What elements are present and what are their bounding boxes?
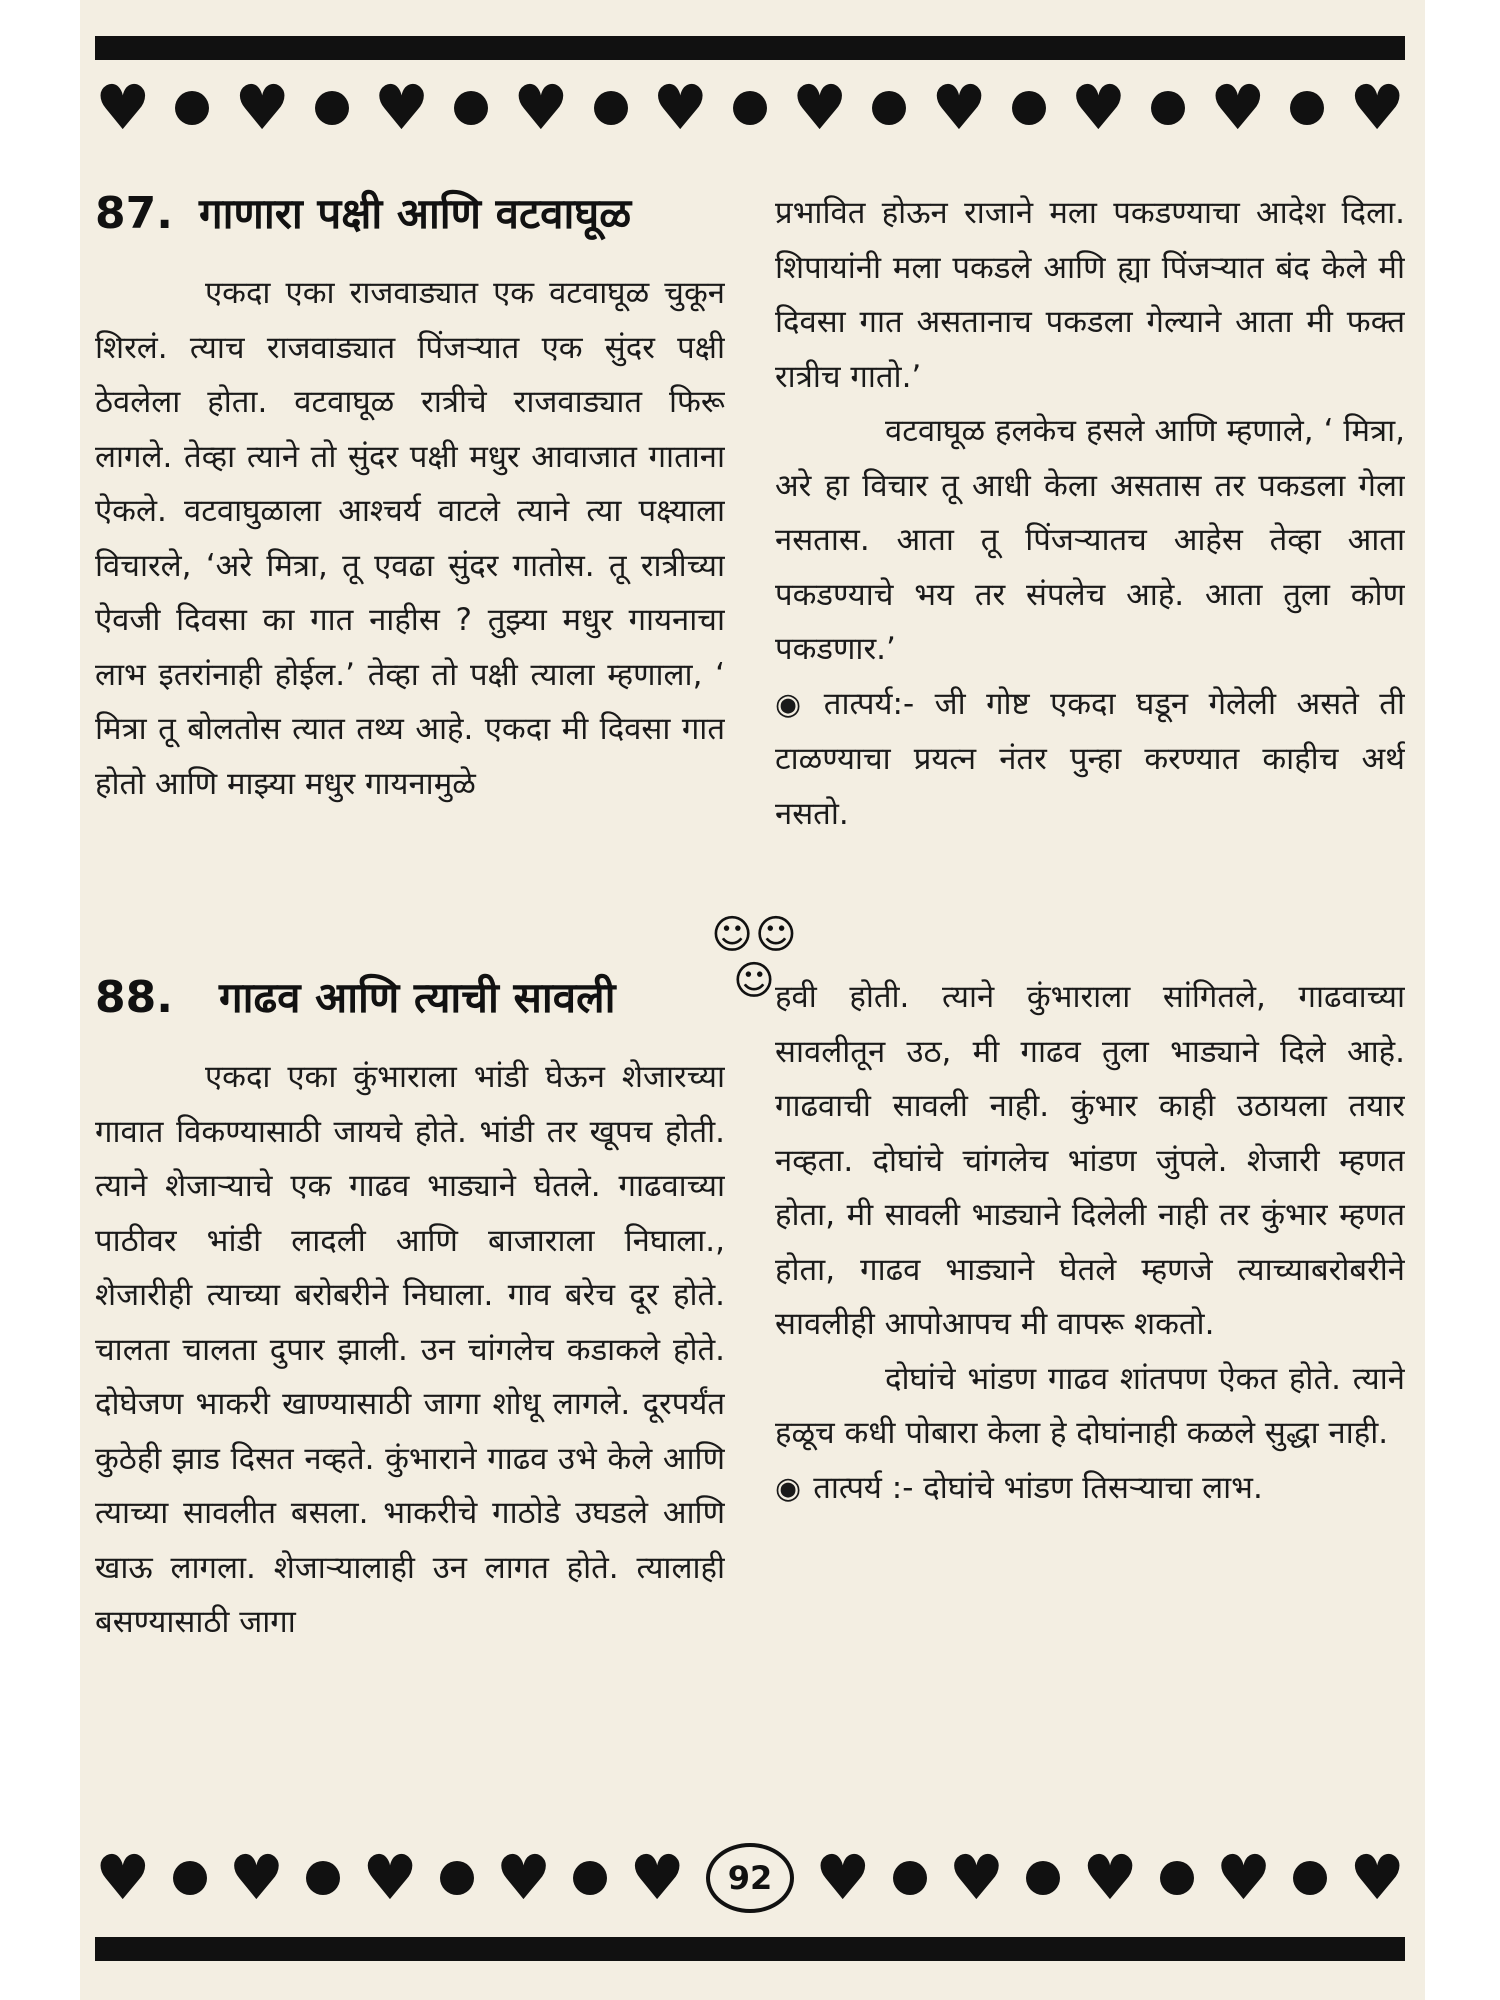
dot-icon xyxy=(733,91,767,125)
dot-icon xyxy=(1293,1861,1327,1895)
story-88-right-column xyxy=(775,970,1405,1830)
dot-icon xyxy=(315,91,349,125)
page-number: 92 xyxy=(706,1843,794,1913)
heart-icon: ♥ xyxy=(513,71,569,144)
dot-icon xyxy=(454,91,488,125)
heart-icon: ♥ xyxy=(95,71,151,144)
heart-icon: ♥ xyxy=(95,1841,151,1914)
heart-icon: ♥ xyxy=(495,1841,552,1914)
dot-icon xyxy=(306,1861,340,1895)
story-87-moral xyxy=(775,677,1405,842)
bullseye-icon: ◉ xyxy=(775,686,812,722)
dot-icon xyxy=(173,1861,207,1895)
story-87-left-column xyxy=(95,266,725,926)
dot-icon xyxy=(1151,91,1185,125)
heart-icon: ♥ xyxy=(931,71,987,144)
heart-icon: ♥ xyxy=(948,1841,1005,1914)
heart-icon: ♥ xyxy=(1349,1841,1405,1914)
story-88-moral-text: तात्पर्य :- दोघांचे भांडण तिसऱ्याचा लाभ. xyxy=(813,1469,1263,1506)
heart-icon: ♥ xyxy=(629,1841,685,1914)
story-88-moral xyxy=(775,1461,1405,1517)
dot-icon xyxy=(1290,91,1324,125)
story-87-moral-text: तात्पर्य:- जी गोष्ट एकदा घडून गेलेली असते ती टाळण्याचा प्रयत्न नंतर पुन्हा करण्यात काहीच अर्थ नसतो. xyxy=(775,685,1405,832)
heart-icon: ♥ xyxy=(1349,71,1405,144)
heart-icon: ♥ xyxy=(1210,71,1266,144)
story-87-right-column xyxy=(775,186,1405,886)
heart-icon: ♥ xyxy=(362,1841,418,1914)
story-87-title xyxy=(95,186,631,242)
heart-icon: ♥ xyxy=(652,71,709,144)
dot-icon xyxy=(1012,91,1046,125)
story-88-title-text: गाढव आणि त्याची सावली xyxy=(218,973,616,1022)
story-87-paragraph-2: वटवाघूळ हलकेच हसले आणि म्हणाले, ‘ मित्रा, अरे हा विचार तू आधी केला असतास तर पकडला गेला नसतास. आता तू पिंजऱ्यातच आहेस तेव्हा आता पकडण्याचे भय तर संपलेच आहे. आता तुला कोण पकडणार.’ xyxy=(775,413,1405,667)
heart-icon: ♥ xyxy=(373,71,430,144)
dot-icon xyxy=(893,1861,927,1895)
top-ornament-border xyxy=(95,68,1405,148)
top-rule xyxy=(95,36,1405,60)
dot-icon xyxy=(175,91,209,125)
heart-icon: ♥ xyxy=(791,71,848,144)
bottom-ornament-border xyxy=(95,1838,1405,1918)
heart-icon: ♥ xyxy=(1082,1841,1138,1914)
heart-icon: ♥ xyxy=(234,71,290,144)
story-88-title xyxy=(95,970,615,1026)
story-88-paragraph-2: दोघांचे भांडण गाढव शांतपण ऐकत होते. त्याने हळूच कधी पोबारा केला हे दोघांनाही कळले सुद्धा नाही. xyxy=(775,1360,1405,1451)
story-88-paragraph-1-part-1: एकदा एका कुंभाराला भांडी घेऊन शेजारच्या गावात विकण्यासाठी जायचे होते. भांडी तर खूपच होती. त्याने शेजाऱ्याचे एक गाढव भाड्याने घेतले. गाढवाच्या पाठीवर भांडी लादली आणि बाजाराला निघाला., शेजारीही त्याच्या बरोबरीने निघाला. गाव बरेच दूर होते. चालता चालता दुपार झाली. उन चांगलेच कडाकले होते. दोघेजण भाकरी खाण्यासाठी जागा शोधू लागले. दूरपर्यंत कुठेही झाड दिसत नव्हते. कुंभाराने गाढव उभे केले आणि त्याच्या सावलीत बसला. भाकरीचे गाठोडे उघडले आणि खाऊ लागला. शेजाऱ्यालाही उन लागत होते. त्यालाही बसण्यासाठी जागा xyxy=(95,1059,725,1640)
heart-icon: ♥ xyxy=(1215,1841,1272,1914)
dot-icon xyxy=(594,91,628,125)
story-87-paragraph-1-part-1: एकदा एका राजवाड्यात एक वटवाघूळ चुकून शिरलं. त्याच राजवाड्यात पिंजऱ्यात एक सुंदर पक्षी ठेवलेला होता. वटवाघूळ रात्रीचे राजवाड्यात फिरू लागले. तेव्हा त्याने तो सुंदर पक्षी मधुर आवाजात गाताना ऐकले. वटवाघुळाला आश्चर्य वाटले त्याने त्या पक्ष्याला विचारले, ‘अरे मित्रा, तू एवढा सुंदर गातोस. तू रात्रीच्या ऐवजी दिवसा का गात नाहीस ? तुझ्या मधुर गायनाचा लाभ इतरांनाही होईल.’ तेव्हा तो पक्षी त्याला म्हणाला, ‘ मित्रा तू बोलतोस त्यात तथ्य आहे. एकदा मी दिवसा गात होतो आणि माझ्या मधुर गायनामुळे xyxy=(95,275,725,802)
story-87-number: 87. xyxy=(95,188,173,239)
bottom-ornament-right xyxy=(815,1841,1405,1914)
story-separator: ☺☺☺ xyxy=(711,912,799,1004)
heart-icon: ♥ xyxy=(228,1841,285,1914)
story-88-left-column xyxy=(95,1050,725,1830)
dot-icon xyxy=(440,1861,474,1895)
story-87-title-text: गाणारा पक्षी आणि वटवाघूळ xyxy=(198,189,632,238)
story-88-paragraph-1-part-2: हवी होती. त्याने कुंभाराला सांगितले, गाढवाच्या सावलीतून उठ, मी गाढव तुला भाड्याने दिले आहे. गाढवाची सावली नाही. कुंभार काही उठायला तयार नव्हता. दोघांचे चांगलेच भांडण जुंपले. शेजारी म्हणत होता, मी सावली भाड्याने दिलेली नाही तर कुंभार म्हणत होता, गाढव भाड्याने घेतले म्हणजे त्याच्याबरोबरीने सावलीही आपोआपच मी वापरू शकतो. xyxy=(775,979,1405,1342)
bottom-rule xyxy=(95,1937,1405,1961)
bottom-ornament-left xyxy=(95,1841,685,1914)
heart-icon: ♥ xyxy=(815,1841,871,1914)
dot-icon xyxy=(1026,1861,1060,1895)
heart-icon: ♥ xyxy=(1070,71,1127,144)
story-87-paragraph-1-part-2: प्रभावित होऊन राजाने मला पकडण्याचा आदेश दिला. शिपायांनी मला पकडले आणि ह्या पिंजऱ्यात बंद केले मी दिवसा गात असतानाच पकडला गेल्याने आता मी फक्त रात्रीच गातो.’ xyxy=(775,195,1405,395)
story-88-number: 88. xyxy=(95,972,173,1023)
dot-icon xyxy=(872,91,906,125)
bullseye-icon: ◉ xyxy=(775,1470,802,1506)
dot-icon xyxy=(1160,1861,1194,1895)
dot-icon xyxy=(573,1861,607,1895)
